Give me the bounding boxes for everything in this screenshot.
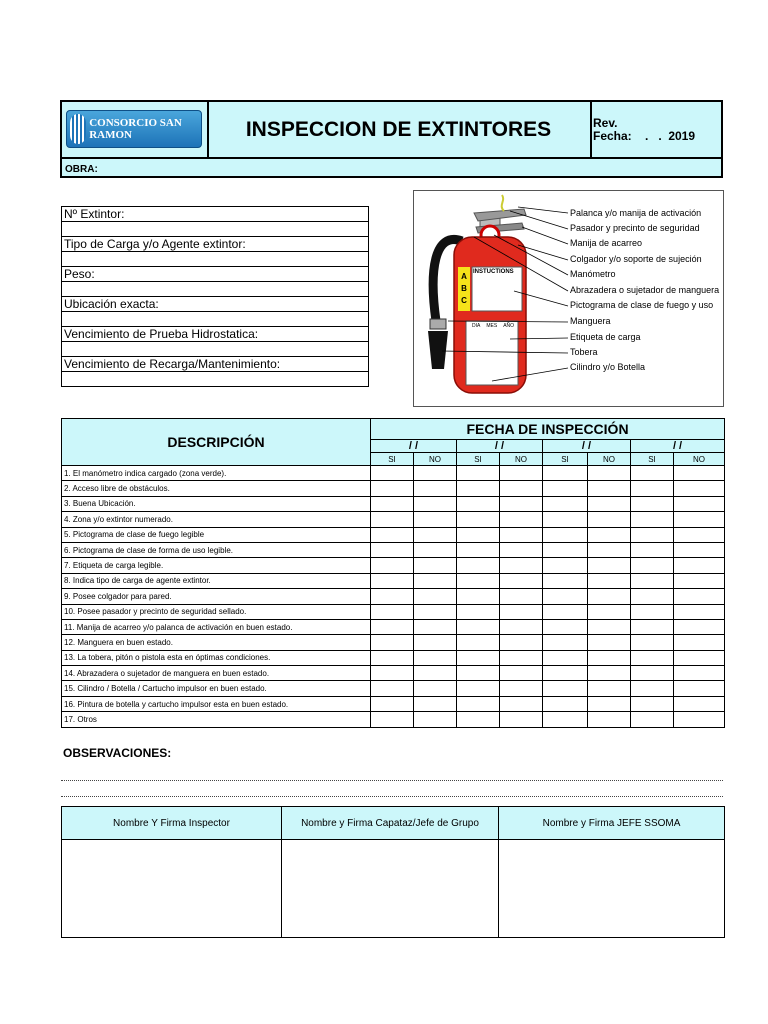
inspection-item: 14. Abrazadera o sujetador de manguera en buen estado. (62, 666, 371, 681)
no-checkbox-cell[interactable] (588, 512, 631, 527)
si-checkbox-cell[interactable] (371, 604, 414, 619)
no-checkbox-cell[interactable] (500, 619, 543, 634)
info-row[interactable] (62, 357, 369, 372)
si-checkbox-cell[interactable] (543, 496, 588, 511)
info-blank[interactable] (62, 342, 369, 357)
si-checkbox-cell[interactable] (543, 527, 588, 542)
info-row[interactable] (62, 222, 369, 237)
rev-fecha-cell (590, 102, 721, 157)
no-checkbox-cell[interactable] (588, 589, 631, 604)
si-checkbox-cell[interactable] (543, 466, 588, 481)
inspection-item: 9. Posee colgador para pared. (62, 589, 371, 604)
no-checkbox-cell[interactable] (500, 681, 543, 696)
inspection-row (62, 696, 725, 711)
abc-letter-c: C (461, 296, 467, 305)
inspection-item: 6. Pictograma de clase de forma de uso legible. (62, 542, 371, 557)
no-checkbox-cell[interactable] (674, 604, 725, 619)
si-checkbox-cell[interactable] (543, 666, 588, 681)
no-checkbox-cell[interactable] (674, 527, 725, 542)
si-checkbox-cell[interactable] (371, 696, 414, 711)
no-checkbox-cell[interactable] (674, 635, 725, 650)
inspection-item: 4. Zona y/o extintor numerado. (62, 512, 371, 527)
no-checkbox-cell[interactable] (674, 558, 725, 573)
si-checkbox-cell[interactable] (543, 573, 588, 588)
inspection-row (62, 666, 725, 681)
no-checkbox-cell[interactable] (414, 573, 457, 588)
no-checkbox-cell[interactable] (588, 650, 631, 665)
no-checkbox-cell[interactable] (414, 481, 457, 496)
dia-label: DIA (472, 323, 481, 329)
inspection-date-header: FECHA DE INSPECCIÓN (371, 419, 725, 440)
si-checkbox-cell[interactable] (371, 681, 414, 696)
si-header: SI (543, 453, 588, 466)
signature-table (61, 806, 725, 938)
si-checkbox-cell[interactable] (631, 712, 674, 727)
si-checkbox-cell[interactable] (631, 696, 674, 711)
info-row[interactable] (62, 282, 369, 297)
info-blank[interactable] (62, 252, 369, 267)
info-field-numero: Nº Extintor: (62, 207, 369, 222)
date-slot-1[interactable]: / / (371, 440, 457, 453)
inspection-row (62, 542, 725, 557)
extinguisher-diagram (413, 190, 724, 407)
info-row[interactable] (62, 237, 369, 252)
obra-field[interactable] (62, 157, 721, 176)
observaciones-label: OBSERVACIONES: (63, 746, 172, 760)
si-checkbox-cell[interactable] (543, 635, 588, 650)
inspection-row (62, 527, 725, 542)
si-checkbox-cell[interactable] (371, 589, 414, 604)
no-checkbox-cell[interactable] (674, 512, 725, 527)
si-checkbox-cell[interactable] (457, 650, 500, 665)
no-checkbox-cell[interactable] (414, 542, 457, 557)
inspection-item: 1. El manómetro indica cargado (zona verde). (62, 466, 371, 481)
si-checkbox-cell[interactable] (631, 604, 674, 619)
fecha-label: Fecha: (593, 129, 632, 143)
no-checkbox-cell[interactable] (500, 666, 543, 681)
si-checkbox-cell[interactable] (371, 481, 414, 496)
no-header: NO (414, 453, 457, 466)
si-checkbox-cell[interactable] (543, 589, 588, 604)
date-slot-3[interactable]: / / (543, 440, 631, 453)
part-label-hose: Manguera (570, 316, 611, 326)
no-checkbox-cell[interactable] (674, 696, 725, 711)
no-checkbox-cell[interactable] (500, 558, 543, 573)
si-checkbox-cell[interactable] (371, 573, 414, 588)
inspection-item: 5. Pictograma de clase de fuego legible (62, 527, 371, 542)
no-checkbox-cell[interactable] (414, 696, 457, 711)
si-checkbox-cell[interactable] (543, 481, 588, 496)
company-name: CONSORCIO SAN RAMON (89, 117, 182, 141)
no-checkbox-cell[interactable] (414, 650, 457, 665)
info-row[interactable] (62, 207, 369, 222)
si-checkbox-cell[interactable] (457, 542, 500, 557)
info-row[interactable] (62, 372, 369, 387)
si-checkbox-cell[interactable] (543, 619, 588, 634)
company-logo (66, 110, 202, 148)
si-checkbox-cell[interactable] (631, 635, 674, 650)
si-checkbox-cell[interactable] (457, 666, 500, 681)
si-checkbox-cell[interactable] (457, 481, 500, 496)
si-checkbox-cell[interactable] (631, 496, 674, 511)
si-checkbox-cell[interactable] (457, 681, 500, 696)
no-checkbox-cell[interactable] (674, 619, 725, 634)
si-checkbox-cell[interactable] (457, 696, 500, 711)
charge-date-labels (472, 323, 514, 329)
logo-cell (62, 102, 209, 157)
no-checkbox-cell[interactable] (588, 558, 631, 573)
no-checkbox-cell[interactable] (588, 466, 631, 481)
inspection-item: 12. Manguera en buen estado. (62, 635, 371, 650)
inspection-row (62, 712, 725, 727)
si-checkbox-cell[interactable] (543, 512, 588, 527)
part-label-carry-handle: Manija de acarreo (570, 238, 643, 248)
part-label-gauge: Manómetro (570, 269, 616, 279)
part-label-pictogram: Pictograma de clase de fuego y uso (570, 300, 714, 310)
signature-header-jefe-ssoma: Nombre y Firma JEFE SSOMA (499, 807, 725, 840)
form-title: INSPECCION DE EXTINTORES (207, 102, 592, 157)
no-header: NO (500, 453, 543, 466)
no-checkbox-cell[interactable] (500, 696, 543, 711)
extinguisher-info-table (61, 206, 369, 387)
si-checkbox-cell[interactable] (457, 635, 500, 650)
no-checkbox-cell[interactable] (588, 481, 631, 496)
hose-clamp-shape (430, 319, 446, 329)
si-header: SI (371, 453, 414, 466)
fecha-value: . . 2019 (645, 129, 696, 143)
abc-letter-b: B (461, 284, 467, 293)
safety-pin-shape (502, 195, 504, 211)
mes-label: MES (486, 323, 498, 329)
inspection-item: 11. Manija de acarreo y/o palanca de activación en buen estado. (62, 619, 371, 634)
info-field-ubicacion: Ubicación exacta: (62, 297, 369, 312)
no-checkbox-cell[interactable] (674, 712, 725, 727)
si-checkbox-cell[interactable] (631, 666, 674, 681)
logo-mark-icon (70, 114, 86, 144)
si-checkbox-cell[interactable] (631, 466, 674, 481)
si-checkbox-cell[interactable] (371, 558, 414, 573)
no-checkbox-cell[interactable] (500, 481, 543, 496)
form-header (60, 100, 723, 178)
si-checkbox-cell[interactable] (631, 619, 674, 634)
observaciones-line-1[interactable] (61, 780, 723, 781)
inspection-row (62, 496, 725, 511)
no-checkbox-cell[interactable] (588, 681, 631, 696)
abc-letters (460, 271, 468, 307)
si-checkbox-cell[interactable] (457, 558, 500, 573)
si-checkbox-cell[interactable] (371, 542, 414, 557)
no-checkbox-cell[interactable] (588, 666, 631, 681)
si-checkbox-cell[interactable] (631, 481, 674, 496)
no-checkbox-cell[interactable] (414, 589, 457, 604)
no-checkbox-cell[interactable] (674, 681, 725, 696)
inspection-row (62, 589, 725, 604)
info-field-peso: Peso: (62, 267, 369, 282)
signature-box-inspector[interactable] (62, 840, 282, 938)
part-label-charge-tag: Etiqueta de carga (570, 332, 641, 342)
si-checkbox-cell[interactable] (631, 573, 674, 588)
inspection-row (62, 604, 725, 619)
si-checkbox-cell[interactable] (371, 666, 414, 681)
no-checkbox-cell[interactable] (588, 496, 631, 511)
si-checkbox-cell[interactable] (457, 573, 500, 588)
no-checkbox-cell[interactable] (500, 512, 543, 527)
inspection-item: 15. Cilindro / Botella / Cartucho impulsor en buen estado. (62, 681, 371, 696)
info-row[interactable] (62, 312, 369, 327)
inspection-item: 13. La tobera, pitón o pistola esta en óptimas condiciones. (62, 650, 371, 665)
inspection-row (62, 681, 725, 696)
no-checkbox-cell[interactable] (414, 619, 457, 634)
inspection-row (62, 512, 725, 527)
no-checkbox-cell[interactable] (674, 589, 725, 604)
no-checkbox-cell[interactable] (674, 666, 725, 681)
signature-header-inspector: Nombre Y Firma Inspector (62, 807, 282, 840)
no-checkbox-cell[interactable] (588, 696, 631, 711)
si-checkbox-cell[interactable] (631, 650, 674, 665)
si-checkbox-cell[interactable] (631, 589, 674, 604)
info-blank[interactable] (62, 372, 369, 387)
inspection-item: 8. Indica tipo de carga de agente extintor. (62, 573, 371, 588)
observaciones-line-2[interactable] (61, 796, 723, 797)
no-checkbox-cell[interactable] (414, 635, 457, 650)
no-checkbox-cell[interactable] (674, 496, 725, 511)
no-checkbox-cell[interactable] (674, 650, 725, 665)
inspection-row (62, 573, 725, 588)
date-slot-2[interactable]: / / (457, 440, 543, 453)
si-checkbox-cell[interactable] (457, 527, 500, 542)
signature-box-jefe-ssoma[interactable] (499, 840, 725, 938)
inspection-row (62, 466, 725, 481)
no-checkbox-cell[interactable] (588, 635, 631, 650)
no-checkbox-cell[interactable] (500, 589, 543, 604)
no-checkbox-cell[interactable] (500, 527, 543, 542)
si-checkbox-cell[interactable] (371, 650, 414, 665)
inspection-item: 16. Pintura de botella y cartucho impulsor esta en buen estado. (62, 696, 371, 711)
abc-letter-a: A (461, 272, 467, 281)
si-checkbox-cell[interactable] (631, 527, 674, 542)
no-checkbox-cell[interactable] (414, 604, 457, 619)
anio-label: AÑO (503, 323, 515, 329)
no-checkbox-cell[interactable] (414, 466, 457, 481)
no-checkbox-cell[interactable] (500, 712, 543, 727)
si-checkbox-cell[interactable] (543, 712, 588, 727)
si-checkbox-cell[interactable] (457, 604, 500, 619)
si-checkbox-cell[interactable] (371, 496, 414, 511)
info-field-prueba-hidrostatica: Vencimiento de Prueba Hidrostatica: (62, 327, 369, 342)
si-checkbox-cell[interactable] (457, 512, 500, 527)
part-label-hose-clamp: Abrazadera o sujetador de manguera (570, 285, 720, 295)
no-header: NO (674, 453, 725, 466)
no-checkbox-cell[interactable] (414, 512, 457, 527)
no-checkbox-cell[interactable] (414, 527, 457, 542)
no-checkbox-cell[interactable] (500, 542, 543, 557)
no-checkbox-cell[interactable] (674, 481, 725, 496)
no-checkbox-cell[interactable] (500, 635, 543, 650)
si-checkbox-cell[interactable] (543, 681, 588, 696)
no-checkbox-cell[interactable] (414, 496, 457, 511)
si-checkbox-cell[interactable] (631, 542, 674, 557)
part-label-cylinder: Cilindro y/o Botella (570, 362, 646, 372)
no-checkbox-cell[interactable] (674, 466, 725, 481)
inspection-row (62, 635, 725, 650)
inspection-item: 3. Buena Ubicación. (62, 496, 371, 511)
no-checkbox-cell[interactable] (414, 681, 457, 696)
info-blank[interactable] (62, 282, 369, 297)
no-checkbox-cell[interactable] (500, 573, 543, 588)
si-checkbox-cell[interactable] (457, 619, 500, 634)
inspection-item: 10. Posee pasador y precinto de seguridad sellado. (62, 604, 371, 619)
info-row[interactable] (62, 267, 369, 282)
si-checkbox-cell[interactable] (371, 527, 414, 542)
no-checkbox-cell[interactable] (588, 619, 631, 634)
charge-label-shape (466, 321, 518, 385)
no-header: NO (588, 453, 631, 466)
no-checkbox-cell[interactable] (500, 650, 543, 665)
info-blank[interactable] (62, 222, 369, 237)
si-checkbox-cell[interactable] (543, 696, 588, 711)
si-checkbox-cell[interactable] (543, 604, 588, 619)
inspection-row (62, 650, 725, 665)
si-checkbox-cell[interactable] (457, 466, 500, 481)
si-checkbox-cell[interactable] (631, 681, 674, 696)
info-field-recarga: Vencimiento de Recarga/Mantenimiento: (62, 357, 369, 372)
part-label-lever: Palanca y/o manija de activación (570, 208, 702, 218)
rev-label: Rev. (593, 116, 618, 130)
inspection-table (61, 418, 725, 728)
part-label-pin: Pasador y precinto de seguridad (570, 223, 700, 233)
info-row[interactable] (62, 342, 369, 357)
no-checkbox-cell[interactable] (414, 712, 457, 727)
no-checkbox-cell[interactable] (674, 573, 725, 588)
inspection-row (62, 619, 725, 634)
signature-box-capataz[interactable] (282, 840, 499, 938)
si-checkbox-cell[interactable] (371, 466, 414, 481)
si-checkbox-cell[interactable] (543, 650, 588, 665)
info-row[interactable] (62, 297, 369, 312)
instructions-text: INSTUCTIONS (473, 269, 514, 275)
info-field-tipo-carga: Tipo de Carga y/o Agente extintor: (62, 237, 369, 252)
no-checkbox-cell[interactable] (674, 542, 725, 557)
no-checkbox-cell[interactable] (588, 712, 631, 727)
part-label-nozzle: Tobera (570, 347, 598, 357)
inspection-item: 7. Etiqueta de carga legible. (62, 558, 371, 573)
date-slot-4[interactable]: / / (631, 440, 725, 453)
info-blank[interactable] (62, 312, 369, 327)
si-checkbox-cell[interactable] (543, 542, 588, 557)
part-label-hanger: Colgador y/o soporte de sujeción (570, 254, 702, 264)
no-checkbox-cell[interactable] (414, 558, 457, 573)
si-checkbox-cell[interactable] (631, 512, 674, 527)
no-checkbox-cell[interactable] (500, 496, 543, 511)
inspection-item: 17. Otros (62, 712, 371, 727)
no-checkbox-cell[interactable] (500, 604, 543, 619)
signature-header-capataz: Nombre y Firma Capataz/Jefe de Grupo (282, 807, 499, 840)
si-checkbox-cell[interactable] (457, 589, 500, 604)
description-header: DESCRIPCIÓN (62, 419, 371, 466)
no-checkbox-cell[interactable] (500, 466, 543, 481)
inspection-row (62, 558, 725, 573)
obra-label: OBRA: (65, 164, 98, 175)
inspection-row (62, 481, 725, 496)
no-checkbox-cell[interactable] (588, 604, 631, 619)
si-checkbox-cell[interactable] (371, 619, 414, 634)
info-row[interactable] (62, 252, 369, 267)
si-checkbox-cell[interactable] (371, 512, 414, 527)
no-checkbox-cell[interactable] (588, 527, 631, 542)
si-checkbox-cell[interactable] (371, 635, 414, 650)
inspection-item: 2. Acceso libre de obstáculos. (62, 481, 371, 496)
si-checkbox-cell[interactable] (543, 558, 588, 573)
no-checkbox-cell[interactable] (588, 573, 631, 588)
info-row[interactable] (62, 327, 369, 342)
no-checkbox-cell[interactable] (414, 666, 457, 681)
si-checkbox-cell[interactable] (631, 558, 674, 573)
nozzle-shape (428, 331, 448, 369)
no-checkbox-cell[interactable] (588, 542, 631, 557)
si-checkbox-cell[interactable] (457, 496, 500, 511)
si-header: SI (631, 453, 674, 466)
si-header: SI (457, 453, 500, 466)
si-checkbox-cell[interactable] (457, 712, 500, 727)
si-checkbox-cell[interactable] (371, 712, 414, 727)
